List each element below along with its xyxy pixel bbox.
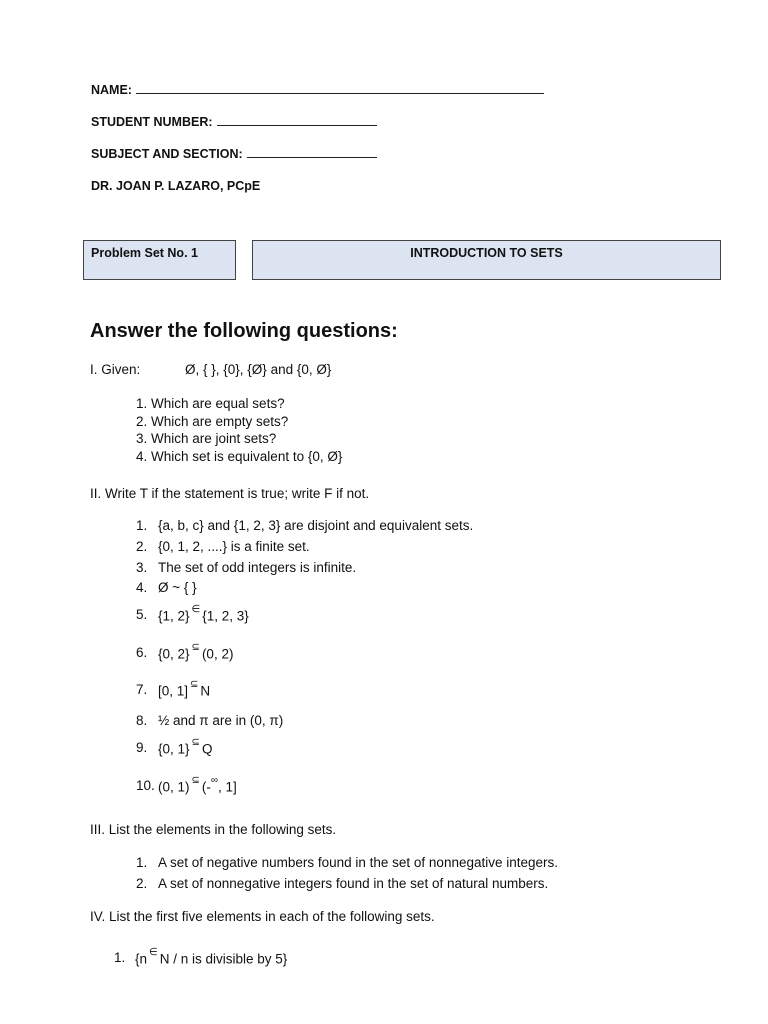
item-right-operand-end: , 1] — [218, 779, 237, 795]
item-left-operand: [0, 1] — [158, 683, 189, 699]
section2-instruction: II. Write T if the statement is true; write F if not. — [90, 486, 370, 501]
item-left-operand: (0, 1) — [158, 779, 190, 795]
section2-item-text: Ø ~ { } — [158, 580, 197, 595]
item-set-rule: N / n is divisible by 5} — [159, 951, 288, 967]
section2-item-number: 3. — [136, 560, 148, 575]
section2-item-text — [158, 604, 249, 624]
name-blank[interactable] — [136, 83, 544, 94]
infinity-symbol: ∞ — [210, 775, 219, 786]
section3-item-text: A set of negative numbers found in the set of nonnegative integers. — [158, 855, 559, 870]
subject-section-line — [91, 147, 377, 161]
section1-label: I. Given: — [90, 362, 141, 377]
section2-item-number: 2. — [136, 539, 148, 554]
section3-instruction: III. List the elements in the following sets. — [90, 822, 337, 837]
section1-item: 4. Which set is equivalent to {0, Ø} — [136, 449, 343, 464]
subset-symbol: ⊆ — [191, 737, 200, 748]
item-right-operand: {1, 2, 3} — [202, 608, 249, 624]
item-right-operand: Q — [201, 741, 213, 757]
section3-item-number: 2. — [136, 876, 148, 891]
section1-given-sets: Ø, { }, {0}, {Ø} and {0, Ø} — [185, 362, 332, 377]
student-number-line — [91, 115, 377, 129]
topic-box — [252, 240, 721, 280]
student-number-blank[interactable] — [217, 115, 377, 126]
subject-section-label: SUBJECT AND SECTION: — [91, 147, 243, 161]
problem-set-label: Problem Set No. 1 — [91, 246, 198, 260]
section4-item-text — [135, 947, 288, 967]
section1-item: 2. Which are empty sets? — [136, 414, 289, 429]
section3-item-text: A set of nonnegative integers found in the set of natural numbers. — [158, 876, 549, 891]
section1-item: 3. Which are joint sets? — [136, 431, 277, 446]
item-right-operand: N — [200, 683, 211, 699]
section2-item-text: {a, b, c} and {1, 2, 3} are disjoint and equivalent sets. — [158, 518, 474, 533]
item-left-operand: {0, 1} — [158, 741, 190, 757]
section1-item: 1. Which are equal sets? — [136, 396, 285, 411]
subject-section-blank[interactable] — [247, 147, 377, 158]
section2-item-text: {0, 1, 2, ....} is a finite set. — [158, 539, 310, 554]
name-line — [91, 83, 544, 97]
section2-item-number: 5. — [136, 607, 148, 622]
section2-item-text: The set of odd integers is infinite. — [158, 560, 357, 575]
section2-item-text — [158, 775, 237, 795]
subset-symbol: ⊆ — [191, 642, 200, 653]
element-of-symbol: ∈ — [149, 947, 158, 958]
subset-symbol: ⊆ — [190, 679, 199, 690]
section4-instruction: IV. List the first five elements in each of the following sets. — [90, 909, 435, 924]
section2-item-number: 7. — [136, 682, 148, 697]
section2-item-number: 4. — [136, 580, 148, 595]
name-label: NAME: — [91, 83, 132, 97]
section2-item-number: 8. — [136, 713, 148, 728]
section2-item-text — [158, 679, 211, 699]
instructor-name: DR. JOAN P. LAZARO, PCpE — [91, 179, 261, 193]
section4-item-number: 1. — [114, 950, 126, 965]
section2-item-text — [158, 642, 234, 662]
item-left-operand: {0, 2} — [158, 646, 190, 662]
page-heading: Answer the following questions: — [90, 320, 398, 342]
section2-item-text: ½ and π are in (0, π) — [158, 713, 284, 728]
item-left-operand: {1, 2} — [158, 608, 190, 624]
topic-label: INTRODUCTION TO SETS — [410, 246, 563, 260]
element-of-symbol: ∈ — [191, 604, 201, 615]
item-right-operand-start: (- — [201, 779, 211, 795]
item-right-operand: (0, 2) — [201, 646, 234, 662]
student-number-label: STUDENT NUMBER: — [91, 115, 213, 129]
section2-item-number: 6. — [136, 645, 148, 660]
section2-item-number: 9. — [136, 740, 148, 755]
section2-item-number: 1. — [136, 518, 148, 533]
subset-symbol: ⊆ — [191, 775, 200, 786]
problem-set-box — [83, 240, 236, 280]
item-set-start: {n — [135, 951, 148, 967]
section2-item-number: 10. — [136, 778, 155, 793]
section3-item-number: 1. — [136, 855, 148, 870]
section2-item-text — [158, 737, 213, 757]
